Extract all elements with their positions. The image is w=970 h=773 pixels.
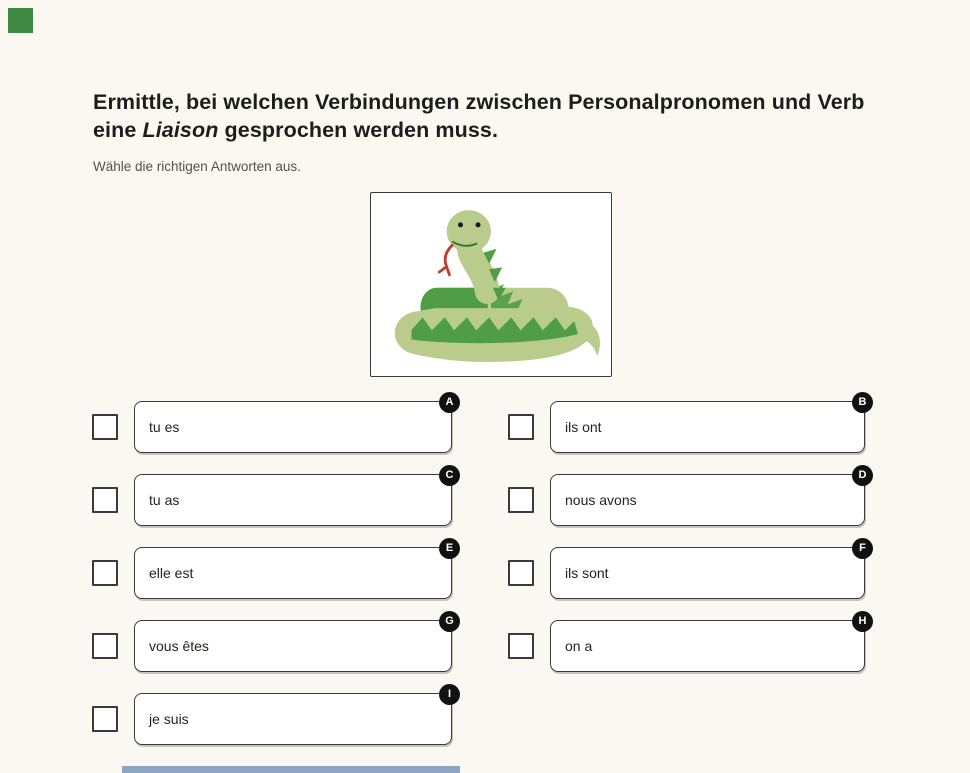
answer-checkbox[interactable] xyxy=(92,560,118,586)
answer-box[interactable] xyxy=(134,615,454,672)
answer-checkbox[interactable] xyxy=(508,487,534,513)
answer-box[interactable] xyxy=(134,688,452,745)
answer-letter-badge: B xyxy=(852,392,873,413)
answer-label: on a xyxy=(565,638,593,654)
answer-letter-badge: E xyxy=(439,538,460,559)
corner-accent-square xyxy=(8,8,33,33)
answer-option xyxy=(508,542,866,599)
answer-checkbox[interactable] xyxy=(92,487,118,513)
answer-checkbox[interactable] xyxy=(92,633,118,659)
answer-letter-badge: G xyxy=(439,611,460,632)
answer-option xyxy=(508,396,867,453)
options-grid xyxy=(92,396,867,745)
header xyxy=(93,88,871,174)
answer-option xyxy=(92,542,454,599)
answer-label: je suis xyxy=(149,711,189,727)
answer-label: nous avons xyxy=(565,492,637,508)
answer-label: ils sont xyxy=(565,565,609,581)
answer-letter-badge: I xyxy=(439,684,460,705)
answer-letter-badge: D xyxy=(852,465,873,486)
answer-box[interactable] xyxy=(550,615,867,672)
answer-box[interactable] xyxy=(134,396,454,453)
answer-label: ils ont xyxy=(565,419,602,435)
answer-checkbox[interactable] xyxy=(92,414,118,440)
answer-letter-badge: H xyxy=(852,611,873,632)
title-italic-term: Liaison xyxy=(142,118,219,143)
answer-box[interactable] xyxy=(134,542,454,599)
answer-option xyxy=(92,688,452,745)
answer-box[interactable] xyxy=(550,469,867,526)
answer-box[interactable] xyxy=(550,542,866,599)
answer-option xyxy=(92,469,454,526)
answer-option xyxy=(508,469,867,526)
exercise-instruction: Wähle die richtigen Antworten aus. xyxy=(93,158,301,174)
answer-option xyxy=(508,615,867,672)
title-text: Ermittle, bei welchen Verbindungen zwischen Personalpronomen und Verb eine xyxy=(93,90,865,143)
snake-icon xyxy=(378,199,604,371)
answer-checkbox[interactable] xyxy=(508,560,534,586)
answer-letter-badge: A xyxy=(439,392,460,413)
answer-checkbox[interactable] xyxy=(508,633,534,659)
progress-bar xyxy=(122,766,460,773)
answer-label: tu es xyxy=(149,419,180,435)
answer-checkbox[interactable] xyxy=(92,706,118,732)
answer-label: tu as xyxy=(149,492,180,508)
answer-label: elle est xyxy=(149,565,194,581)
answer-checkbox[interactable] xyxy=(508,414,534,440)
answer-letter-badge: C xyxy=(439,465,460,486)
answer-label: vous êtes xyxy=(149,638,209,654)
exercise-title xyxy=(93,88,871,145)
answer-letter-badge: F xyxy=(852,538,873,559)
answer-option xyxy=(92,615,454,672)
answer-option xyxy=(92,396,454,453)
answer-box[interactable] xyxy=(550,396,867,453)
title-text-end: gesprochen werden muss. xyxy=(218,118,499,143)
answer-box[interactable] xyxy=(134,469,454,526)
exercise-image-card xyxy=(370,192,612,377)
